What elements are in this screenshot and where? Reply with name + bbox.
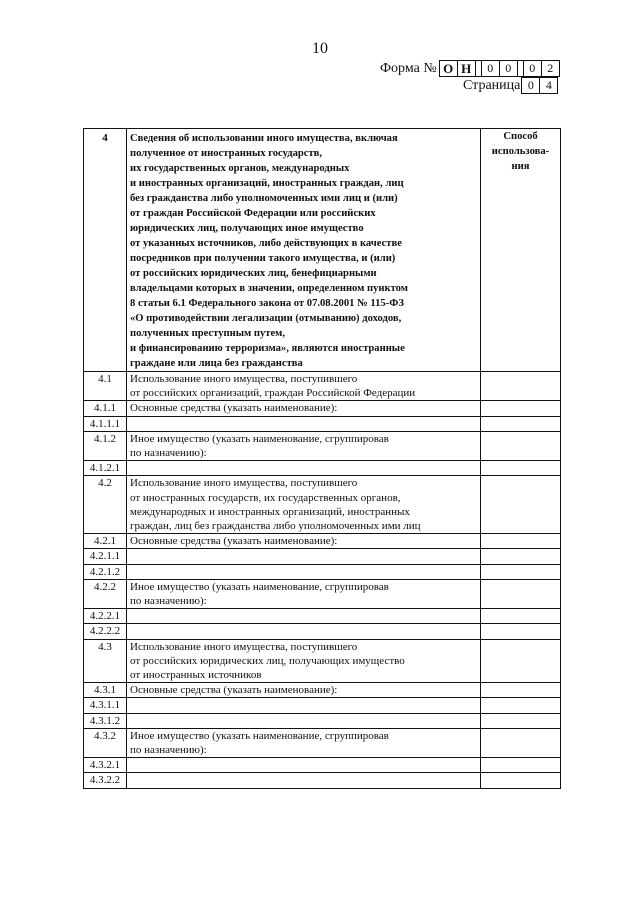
property-usage-table <box>83 128 561 789</box>
row-number: 4.1.1.1 <box>84 416 127 431</box>
entry-field[interactable] <box>127 624 481 639</box>
usage-method-field[interactable] <box>481 624 561 639</box>
entry-field[interactable] <box>127 461 481 476</box>
text-line: Иное имущество (указать наименование, сгруппировав <box>130 580 389 593</box>
table-row <box>84 609 561 624</box>
row-number: 4.3.1.1 <box>84 698 127 713</box>
text-line: владельцами которых в значении, определенном пунктом <box>130 283 408 294</box>
usage-method-field[interactable] <box>481 713 561 728</box>
table-row <box>84 534 561 549</box>
text-line: Иное имущество (указать наименование, сгруппировав <box>130 729 389 742</box>
usage-method-field[interactable] <box>481 609 561 624</box>
page-reference-cells <box>521 77 558 94</box>
entry-field[interactable] <box>127 698 481 713</box>
text-line: их государственных органов, международных <box>130 163 350 174</box>
table-row <box>84 639 561 683</box>
form-code-cell: 0 <box>499 61 517 76</box>
text-line: по назначению): <box>130 447 207 460</box>
row-number: 4.1.2 <box>84 431 127 460</box>
form-code-cell: Н <box>457 61 475 76</box>
text-line: юридических лиц, получающих иное имущество <box>130 223 364 234</box>
row-number: 4.3 <box>84 639 127 683</box>
row-description <box>127 401 481 416</box>
usage-method-field[interactable] <box>481 683 561 698</box>
row-number: 4.2.2.2 <box>84 624 127 639</box>
table-row <box>84 758 561 773</box>
text-line: Основные средства (указать наименование): <box>130 402 338 415</box>
form-code-cell: О <box>443 61 454 76</box>
form-number-label: Форма № <box>380 60 437 76</box>
table-row <box>84 579 561 608</box>
text-line: «О противодействии легализации (отмыванию) доходов, <box>130 313 402 324</box>
text-line: от иностранных источников <box>130 669 262 682</box>
row-number: 4.3.1 <box>84 683 127 698</box>
table-row <box>84 698 561 713</box>
usage-method-field[interactable] <box>481 372 561 401</box>
table-row <box>84 461 561 476</box>
text-line: 8 статьи 6.1 Федерального закона от 07.08.2001 № 115-ФЗ <box>130 298 404 309</box>
usage-method-field[interactable] <box>481 534 561 549</box>
text-line: без гражданства либо уполномоченных ими лиц и (или) <box>130 193 398 204</box>
section-title <box>127 129 481 372</box>
table-row <box>84 564 561 579</box>
page-reference-cell: 0 <box>527 78 534 92</box>
form-code-cell: 0 <box>523 61 541 76</box>
row-description <box>127 372 481 401</box>
table-row <box>84 624 561 639</box>
row-number: 4.2 <box>84 476 127 534</box>
row-number: 4.1.2.1 <box>84 461 127 476</box>
text-line: Использование иного имущества, поступившего <box>130 640 358 653</box>
text-line: от российских организаций, граждан Российской Федерации <box>130 387 416 400</box>
table-row <box>84 728 561 757</box>
form-code-cell: 2 <box>541 61 559 76</box>
row-description <box>127 683 481 698</box>
text-line: полученных преступным путем, <box>130 328 286 339</box>
text-line: полученное от иностранных государств, <box>130 148 323 159</box>
text-line: Способ <box>503 131 538 142</box>
table-row <box>84 773 561 788</box>
text-line: и иностранных организаций, иностранных граждан, лиц <box>130 178 404 189</box>
entry-field[interactable] <box>127 549 481 564</box>
row-number: 4.2.1 <box>84 534 127 549</box>
row-number: 4.3.1.2 <box>84 713 127 728</box>
usage-method-field[interactable] <box>481 476 561 534</box>
section-number: 4 <box>84 129 127 372</box>
text-line: Основные средства (указать наименование): <box>130 535 338 548</box>
usage-method-field[interactable] <box>481 698 561 713</box>
row-description <box>127 476 481 534</box>
text-line: по назначению): <box>130 595 207 608</box>
text-line: международных и иностранных организаций, иностранных <box>130 505 410 518</box>
table-header-row <box>84 129 561 372</box>
row-description <box>127 431 481 460</box>
usage-method-field[interactable] <box>481 564 561 579</box>
table-row <box>84 416 561 431</box>
table-row <box>84 476 561 534</box>
table-row <box>84 401 561 416</box>
text-line: Основные средства (указать наименование): <box>130 684 338 697</box>
row-number: 4.2.1.2 <box>84 564 127 579</box>
form-code-cells <box>439 60 560 77</box>
usage-method-field[interactable] <box>481 461 561 476</box>
text-line: от указанных источников, либо действующих в качестве <box>130 238 402 249</box>
row-description <box>127 639 481 683</box>
page-reference-cell: 4 <box>539 78 557 93</box>
entry-field[interactable] <box>127 758 481 773</box>
page-reference <box>463 77 558 94</box>
text-line: по назначению): <box>130 744 207 757</box>
text-line: от иностранных государств, их государственных органов, <box>130 491 401 504</box>
table-row <box>84 713 561 728</box>
text-line: от граждан Российской Федерации или российских <box>130 208 376 219</box>
row-description <box>127 534 481 549</box>
form-number <box>380 60 560 77</box>
row-number: 4.3.2 <box>84 728 127 757</box>
entry-field[interactable] <box>127 713 481 728</box>
text-line: использова- <box>491 146 550 157</box>
table-row <box>84 431 561 460</box>
text-line: от российских юридических лиц, получающих имущество <box>130 654 405 667</box>
entry-field[interactable] <box>127 416 481 431</box>
row-number: 4.2.2.1 <box>84 609 127 624</box>
text-line: Использование иного имущества, поступившего <box>130 373 358 385</box>
usage-method-header <box>481 129 561 372</box>
usage-method-field[interactable] <box>481 416 561 431</box>
usage-method-field[interactable] <box>481 579 561 608</box>
usage-method-field[interactable] <box>481 728 561 757</box>
usage-method-field[interactable] <box>481 758 561 773</box>
row-number: 4.3.2.2 <box>84 773 127 788</box>
table-row <box>84 372 561 401</box>
usage-method-field[interactable] <box>481 549 561 564</box>
row-number: 4.2.1.1 <box>84 549 127 564</box>
usage-method-field[interactable] <box>481 401 561 416</box>
text-line: и финансированию терроризма», являются иностранные <box>130 343 405 354</box>
row-description <box>127 728 481 757</box>
text-line: граждане или лица без гражданства <box>130 358 303 369</box>
text-line: от российских юридических лиц, бенефициарными <box>130 268 377 279</box>
text-line: посредников при получении такого имущества, и (или) <box>130 253 396 264</box>
table-row <box>84 683 561 698</box>
usage-method-field[interactable] <box>481 431 561 460</box>
usage-method-field[interactable] <box>481 773 561 788</box>
page-reference-label: Страница <box>463 77 521 93</box>
entry-field[interactable] <box>127 773 481 788</box>
text-line: Использование иного имущества, поступившего <box>130 477 358 490</box>
row-number: 4.2.2 <box>84 579 127 608</box>
text-line: граждан, лиц без гражданства либо уполномоченных ими лиц <box>130 520 421 533</box>
table-row <box>84 549 561 564</box>
row-description <box>127 579 481 608</box>
row-number: 4.1.1 <box>84 401 127 416</box>
row-number: 4.3.2.1 <box>84 758 127 773</box>
text-line: ния <box>511 161 530 172</box>
text-line: Иное имущество (указать наименование, сгруппировав <box>130 432 389 445</box>
entry-field[interactable] <box>127 609 481 624</box>
entry-field[interactable] <box>127 564 481 579</box>
form-code-cell: 0 <box>481 61 499 76</box>
usage-method-field[interactable] <box>481 639 561 683</box>
row-number: 4.1 <box>84 372 127 401</box>
text-line: Сведения об использовании иного имущества, включая <box>130 133 398 144</box>
page-number: 10 <box>312 40 328 57</box>
